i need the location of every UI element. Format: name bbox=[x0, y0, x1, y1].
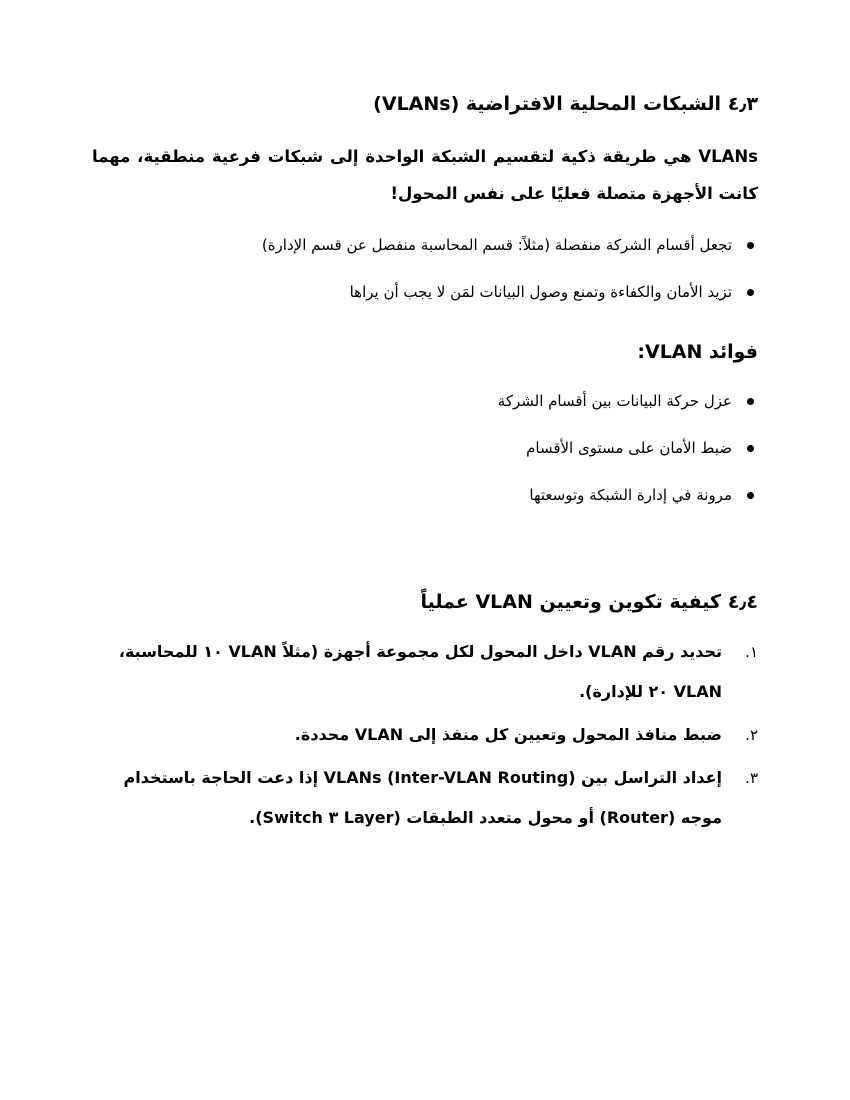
bullet-icon bbox=[747, 445, 754, 452]
list-item-text: تزيد الأمان والكفاءة وتمنع وصول البيانات لمَن لا يجب أن يراها bbox=[349, 283, 732, 301]
bullet-icon bbox=[747, 289, 754, 296]
step-text: تحديد رقم VLAN داخل المحول لكل مجموعة أجهزة (مثلاً VLAN ١٠ للمحاسبة، VLAN ٢٠ للإدارة). bbox=[118, 642, 722, 701]
list-item bbox=[92, 632, 758, 712]
list-item-text: تجعل أقسام الشركة منفصلة (مثلاً: قسم المحاسبة منفصل عن قسم الإدارة) bbox=[261, 236, 732, 254]
vlans-bullet-list bbox=[98, 234, 758, 328]
list-item bbox=[98, 234, 758, 281]
step-number: ٣. bbox=[745, 769, 758, 787]
step-text: إعداد التراسل بين VLANs (Inter-VLAN Routing) إذا دعت الحاجة باستخدام موجه (Router) أو محول متعدد الطبقات (Layer ٣ Switch). bbox=[123, 768, 722, 827]
benefits-bullet-list bbox=[98, 390, 758, 531]
bullet-icon bbox=[747, 398, 754, 405]
list-item bbox=[98, 484, 758, 531]
list-item bbox=[92, 715, 758, 755]
section-heading-vlan-config: ٤٫٤ كيفية تكوين وتعيين VLAN عملياً bbox=[420, 591, 758, 613]
list-item-text: مرونة في إدارة الشبكة وتوسعتها bbox=[529, 486, 732, 504]
list-item bbox=[92, 758, 758, 838]
list-item bbox=[98, 281, 758, 328]
bullet-icon bbox=[747, 492, 754, 499]
step-text: ضبط منافذ المحول وتعيين كل منفذ إلى VLAN محددة. bbox=[294, 725, 722, 744]
section-heading-vlans: ٤٫٣ الشبكات المحلية الافتراضية (VLANs) bbox=[373, 93, 758, 115]
bullet-icon bbox=[747, 242, 754, 249]
vlans-intro-paragraph: VLANs هي طريقة ذكية لتقسيم الشبكة الواحدة إلى شبكات فرعية منطقية، مهما كانت الأجهزة متصلة فعليًا على نفس المحول! bbox=[92, 147, 758, 203]
config-steps-list bbox=[92, 632, 758, 841]
step-number: ١. bbox=[745, 643, 758, 661]
list-item bbox=[98, 437, 758, 484]
list-item-text: عزل حركة البيانات بين أقسام الشركة bbox=[497, 392, 732, 410]
list-item-text: ضبط الأمان على مستوى الأقسام bbox=[526, 439, 732, 457]
step-number: ٢. bbox=[745, 726, 758, 744]
list-item bbox=[98, 390, 758, 437]
benefits-heading: فوائد VLAN: bbox=[637, 341, 758, 363]
